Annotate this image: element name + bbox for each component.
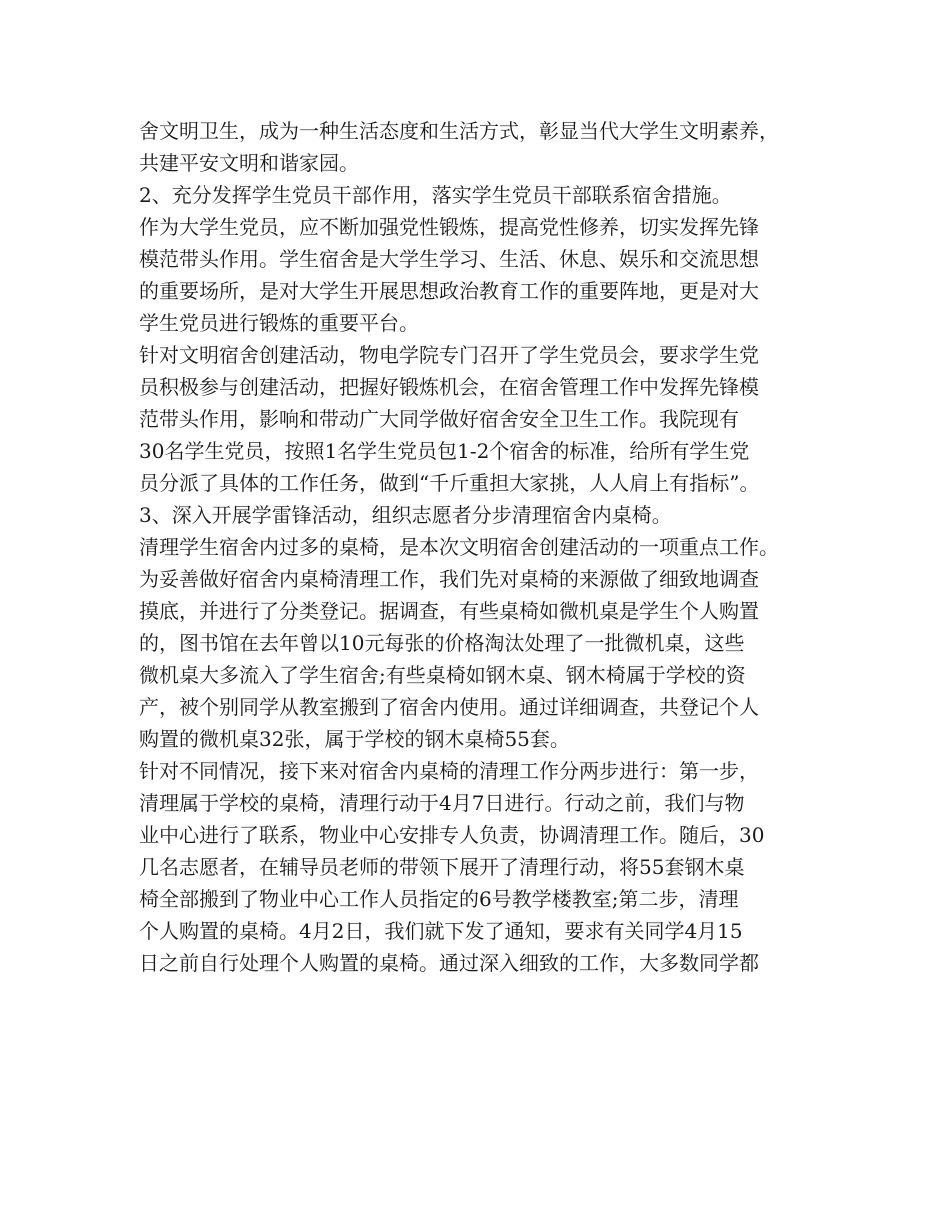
text-line: 员分派了具体的工作任务，做到“千斤重担大家挑，人人肩上有指标”。	[139, 471, 760, 495]
text-line: 30名学生党员，按照1名学生党员包1-2个宿舍的标准，给所有学生党	[139, 439, 750, 463]
text-line: 微机桌大多流入了学生宿舍;有些桌椅如钢木桌、钢木椅属于学校的资	[139, 663, 746, 687]
text-line: 舍文明卫生，成为一种生活态度和生活方式，彰显当代大学生文明素养，	[139, 119, 779, 143]
text-line: 椅全部搬到了物业中心工作人员指定的6号教学楼教室;第二步，清理	[139, 887, 739, 911]
text-line: 摸底，并进行了分类登记。据调查，有些桌椅如微机桌是学生个人购置	[139, 599, 759, 623]
section-heading: 2、充分发挥学生党员干部作用，落实学生党员干部联系宿舍措施。	[139, 183, 732, 207]
text-line: 个人购置的桌椅。4月2日，我们就下发了通知，要求有关同学4月15	[139, 919, 743, 943]
text-line: 的，图书馆在去年曾以10元每张的价格淘汰处理了一批微机桌，这些	[139, 631, 745, 655]
text-line: 学生党员进行锻炼的重要平台。	[139, 311, 419, 335]
text-line: 购置的微机桌32张，属于学校的钢木桌椅55套。	[139, 727, 570, 751]
text-line: 清理学生宿舍内过多的桌椅，是本次文明宿舍创建活动的一项重点工作。	[139, 535, 779, 559]
text-line: 针对文明宿舍创建活动，物电学院专门召开了学生党员会，要求学生党	[139, 343, 759, 367]
text-line: 清理属于学校的桌椅，清理行动于4月7日进行。行动之前，我们与物	[139, 791, 745, 815]
text-line: 产，被个别同学从教室搬到了宿舍内使用。通过详细调查，共登记个人	[139, 695, 759, 719]
text-line: 模范带头作用。学生宿舍是大学生学习、生活、休息、娱乐和交流思想	[139, 247, 759, 271]
text-line: 共建平安文明和谐家园。	[139, 151, 359, 175]
text-line: 为妥善做好宿舍内桌椅清理工作，我们先对桌椅的来源做了细致地调查	[139, 567, 759, 591]
text-line: 日之前自行处理个人购置的桌椅。通过深入细致的工作，大多数同学都	[139, 951, 759, 975]
text-line: 几名志愿者，在辅导员老师的带领下展开了清理行动，将55套钢木桌	[139, 855, 745, 879]
text-line: 范带头作用，影响和带动广大同学做好宿舍安全卫生工作。我院现有	[139, 407, 739, 431]
text-line: 作为大学生党员，应不断加强党性锻炼，提高党性修养，切实发挥先锋	[139, 215, 759, 239]
body-text	[139, 115, 829, 979]
text-line: 员积极参与创建活动，把握好锻炼机会，在宿舍管理工作中发挥先锋模	[139, 375, 759, 399]
text-line: 针对不同情况，接下来对宿舍内桌椅的清理工作分两步进行：第一步，	[139, 759, 759, 783]
text-line: 业中心进行了联系，物业中心安排专人负责，协调清理工作。随后，30	[139, 823, 765, 847]
section-heading: 3、深入开展学雷锋活动，组织志愿者分步清理宿舍内桌椅。	[139, 503, 672, 527]
text-line: 的重要场所，是对大学生开展思想政治教育工作的重要阵地，更是对大	[139, 279, 759, 303]
